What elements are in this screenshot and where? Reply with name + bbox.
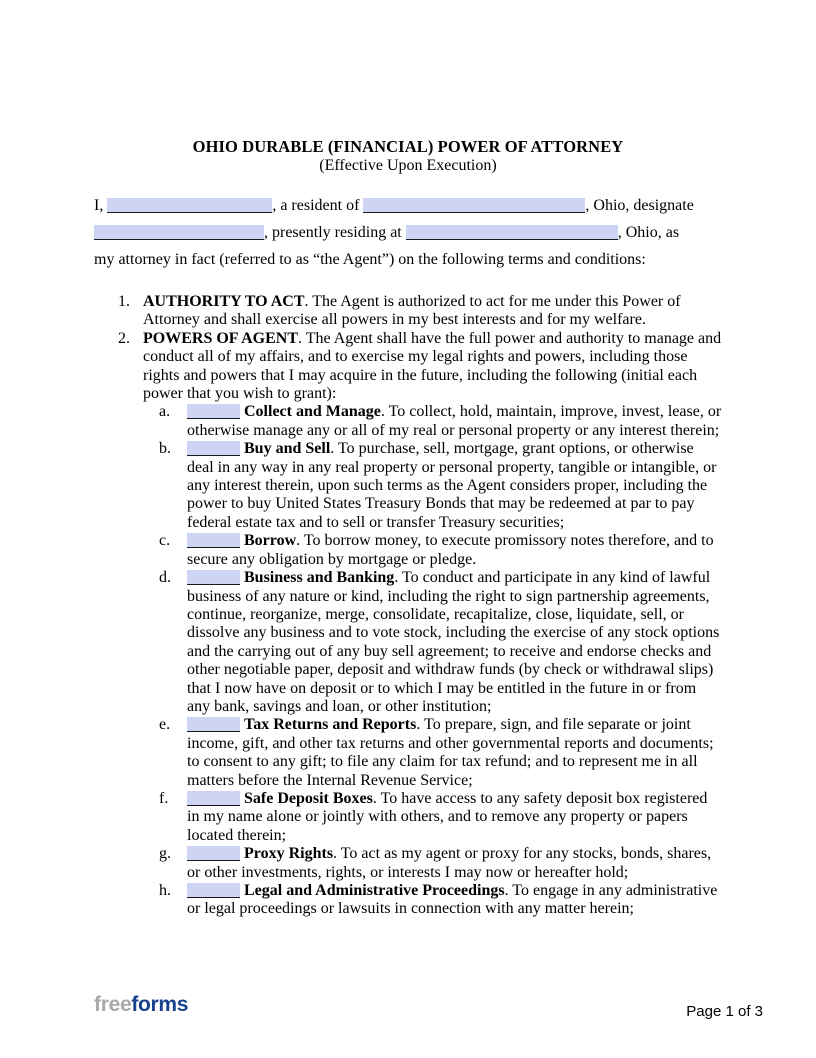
intro-text-i: I, — [94, 197, 104, 214]
intro-line-2 — [94, 219, 722, 246]
principal-residence-field[interactable] — [363, 198, 585, 213]
intro-text-ohio-as: , Ohio, as — [617, 224, 680, 241]
initials-field-a[interactable] — [187, 404, 240, 419]
power-item — [159, 790, 722, 845]
power-item — [159, 845, 722, 882]
power-body: Collect and Manage. To collect, hold, maintain, improve, invest, lease, or otherwise manage any or all of my real or personal property or any interest therein; — [187, 403, 722, 439]
power-title: Buy and Sell — [244, 440, 331, 458]
power-body: Business and Banking. To conduct and participate in any kind of lawful business of any nature or kind, including the right to sign partnership agreements, continue, reorganize, merge, consolidate, recapitalize, close, liquidate, sell, or dissolve any business and to vote stock, including the exercise of any stock options and the carrying out of any buy sell agreement; to receive and endorse checks and other negotiable paper, deposit and withdraw funds (by check or withdrawal slips) that I now have on deposit or to which I may be entitled in the future in or from any bank, savings and loan, or other institution; — [187, 569, 720, 715]
initials-field-g[interactable] — [187, 846, 240, 861]
power-letter: d. — [159, 569, 171, 587]
section-title: AUTHORITY TO ACT — [143, 293, 305, 310]
initials-field-e[interactable] — [187, 717, 240, 732]
power-letter: a. — [159, 403, 171, 421]
agent-name-field[interactable] — [94, 225, 264, 240]
section-item — [94, 293, 722, 330]
section-item — [94, 330, 722, 919]
intro-text-attorney: my attorney in fact (referred to as “the Agent”) on the following terms and conditions: — [94, 251, 646, 268]
principal-name-field[interactable] — [107, 198, 272, 213]
power-title: Safe Deposit Boxes — [244, 789, 373, 807]
intro-text-residing: , presently residing at — [264, 224, 402, 241]
page-number: Page 1 of 3 — [686, 1003, 763, 1020]
powers-list — [143, 403, 722, 918]
power-item — [159, 882, 722, 919]
power-letter: h. — [159, 882, 171, 899]
intro-paragraph — [94, 192, 722, 273]
intro-text-resident: , a resident of — [272, 197, 360, 214]
power-letter: b. — [159, 440, 171, 458]
power-title: Legal and Administrative Proceedings — [244, 882, 505, 899]
power-body: Safe Deposit Boxes. To have access to any safety deposit box registered in my name alone or jointly with others, and to remove any property or papers located therein; — [187, 789, 708, 844]
power-title: Business and Banking — [244, 569, 395, 587]
power-letter: g. — [159, 845, 171, 863]
power-letter: f. — [159, 789, 169, 807]
power-body: Tax Returns and Reports. To prepare, sign, and file separate or joint income, gift, and other tax returns and other governmental reports and documents; to consent to any gift; to file any claim for tax refund; and to represent me in all matters before the Internal Revenue Service; — [187, 716, 714, 789]
intro-line-3 — [94, 246, 722, 273]
initials-field-c[interactable] — [187, 533, 240, 548]
section-title: POWERS OF AGENT — [143, 329, 298, 347]
power-item — [159, 403, 722, 440]
power-item — [159, 716, 722, 790]
initials-field-f[interactable] — [187, 791, 240, 806]
section-number: 1. — [118, 293, 130, 310]
power-title: Tax Returns and Reports — [244, 716, 417, 734]
page-subtitle: (Effective Upon Execution) — [319, 157, 497, 174]
sections-list — [94, 293, 722, 919]
document-page — [94, 137, 722, 919]
power-item — [159, 569, 722, 716]
intro-line-1 — [94, 192, 722, 219]
power-item — [159, 440, 722, 532]
power-title: Proxy Rights — [244, 845, 334, 863]
logo-free-text: free — [94, 993, 132, 1016]
initials-field-h[interactable] — [187, 883, 240, 898]
initials-field-d[interactable] — [187, 570, 240, 585]
intro-text-designate: , Ohio, designate — [585, 197, 694, 214]
power-letter: c. — [159, 532, 171, 550]
power-letter: e. — [159, 716, 171, 734]
logo-forms-text: forms — [131, 993, 189, 1016]
power-body: Proxy Rights. To act as my agent or proxy for any stocks, bonds, shares, or other investments, rights, or interests I may now or hereafter hold; — [187, 845, 712, 881]
section-body: AUTHORITY TO ACT. The Agent is authorized to act for me under this Power of Attorney and shall exercise all powers in my best interests and for my welfare. — [143, 293, 681, 329]
section-body: POWERS OF AGENT. The Agent shall have the full power and authority to manage and conduct all of my affairs, and to exercise my legal rights and powers, including those rights and powers that I may acquire in the future, including the following (initial each power that you wish to grant): a. Collect and Manage. To collect, hold, maintain, improve, invest, lease, or otherwise manage any or all of my real or personal property or any interest therein; b. Buy and Sell. To purchase, sell, mortgage, grant options, or otherwise deal in any way in any real property or personal property, tangible or intangible, or any interest therein, upon such terms as the Agent considers proper, including the power to buy United States Treasury Bonds that may be redeemed at par to pay federal estate tax and to sell or transfer Treasury securities; c. Borrow. To borrow money, to execute promissory notes therefore, and to secure any obligation by mortgage or pledge. d. Business and Banking. To conduct and participate in any kind of lawful business of any nature or kind, including the right to sign partnership agreements, continue, reorganize, merge, consolidate, recapitalize, close, liquidate, sell, or dissolve any business and to vote stock, including the exercise of any stock options and the carrying out of any buy sell agreement; to receive and endorse checks and other negotiable paper, deposit and withdraw funds (by check or withdrawal slips) that I now have on deposit or to which I may be entitled in the future in or from any bank, savings and loan, or other institution; e. Tax Returns and Reports. To prepare, sign, and file separate or joint income, gift, and other tax returns and other governmental reports and documents; to consent to any gift; to file any claim for tax refund; and to represent me in all matters before the Internal Revenue Service; f. Safe Deposit Boxes. To have access to any safety deposit box registered in my name alone or jointly with others, and to remove any property or papers located therein; g. Proxy Rights. To act as my agent or proxy for any stocks, bonds, shares, or other investments, rights, or interests I may now or hereafter hold; h. Legal and Administrative Proceedings. To engage in any administrative or legal proceedings or lawsuits in connection with any matter herein; — [143, 329, 722, 918]
power-item — [159, 532, 722, 569]
section-number: 2. — [118, 329, 130, 347]
power-title: Collect and Manage — [244, 403, 381, 421]
power-body: Legal and Administrative Proceedings. To engage in any administrative or legal proceedings or lawsuits in connection with any matter herein; — [187, 882, 718, 918]
page-title: OHIO DURABLE (FINANCIAL) POWER OF ATTORNEY — [192, 137, 624, 156]
power-body: Buy and Sell. To purchase, sell, mortgage, grant options, or otherwise deal in any way in any real property or personal property, tangible or intangible, or any interest therein, upon such terms as the Agent considers proper, including the power to buy United States Treasury Bonds that may be redeemed at par to pay federal estate tax and to sell or transfer Treasury securities; — [187, 440, 717, 531]
freeforms-logo — [94, 993, 188, 1017]
agent-address-field[interactable] — [406, 225, 618, 240]
power-title: Borrow — [244, 532, 297, 550]
power-body: Borrow. To borrow money, to execute promissory notes therefore, and to secure any obligation by mortgage or pledge. — [187, 532, 714, 568]
initials-field-b[interactable] — [187, 441, 240, 456]
